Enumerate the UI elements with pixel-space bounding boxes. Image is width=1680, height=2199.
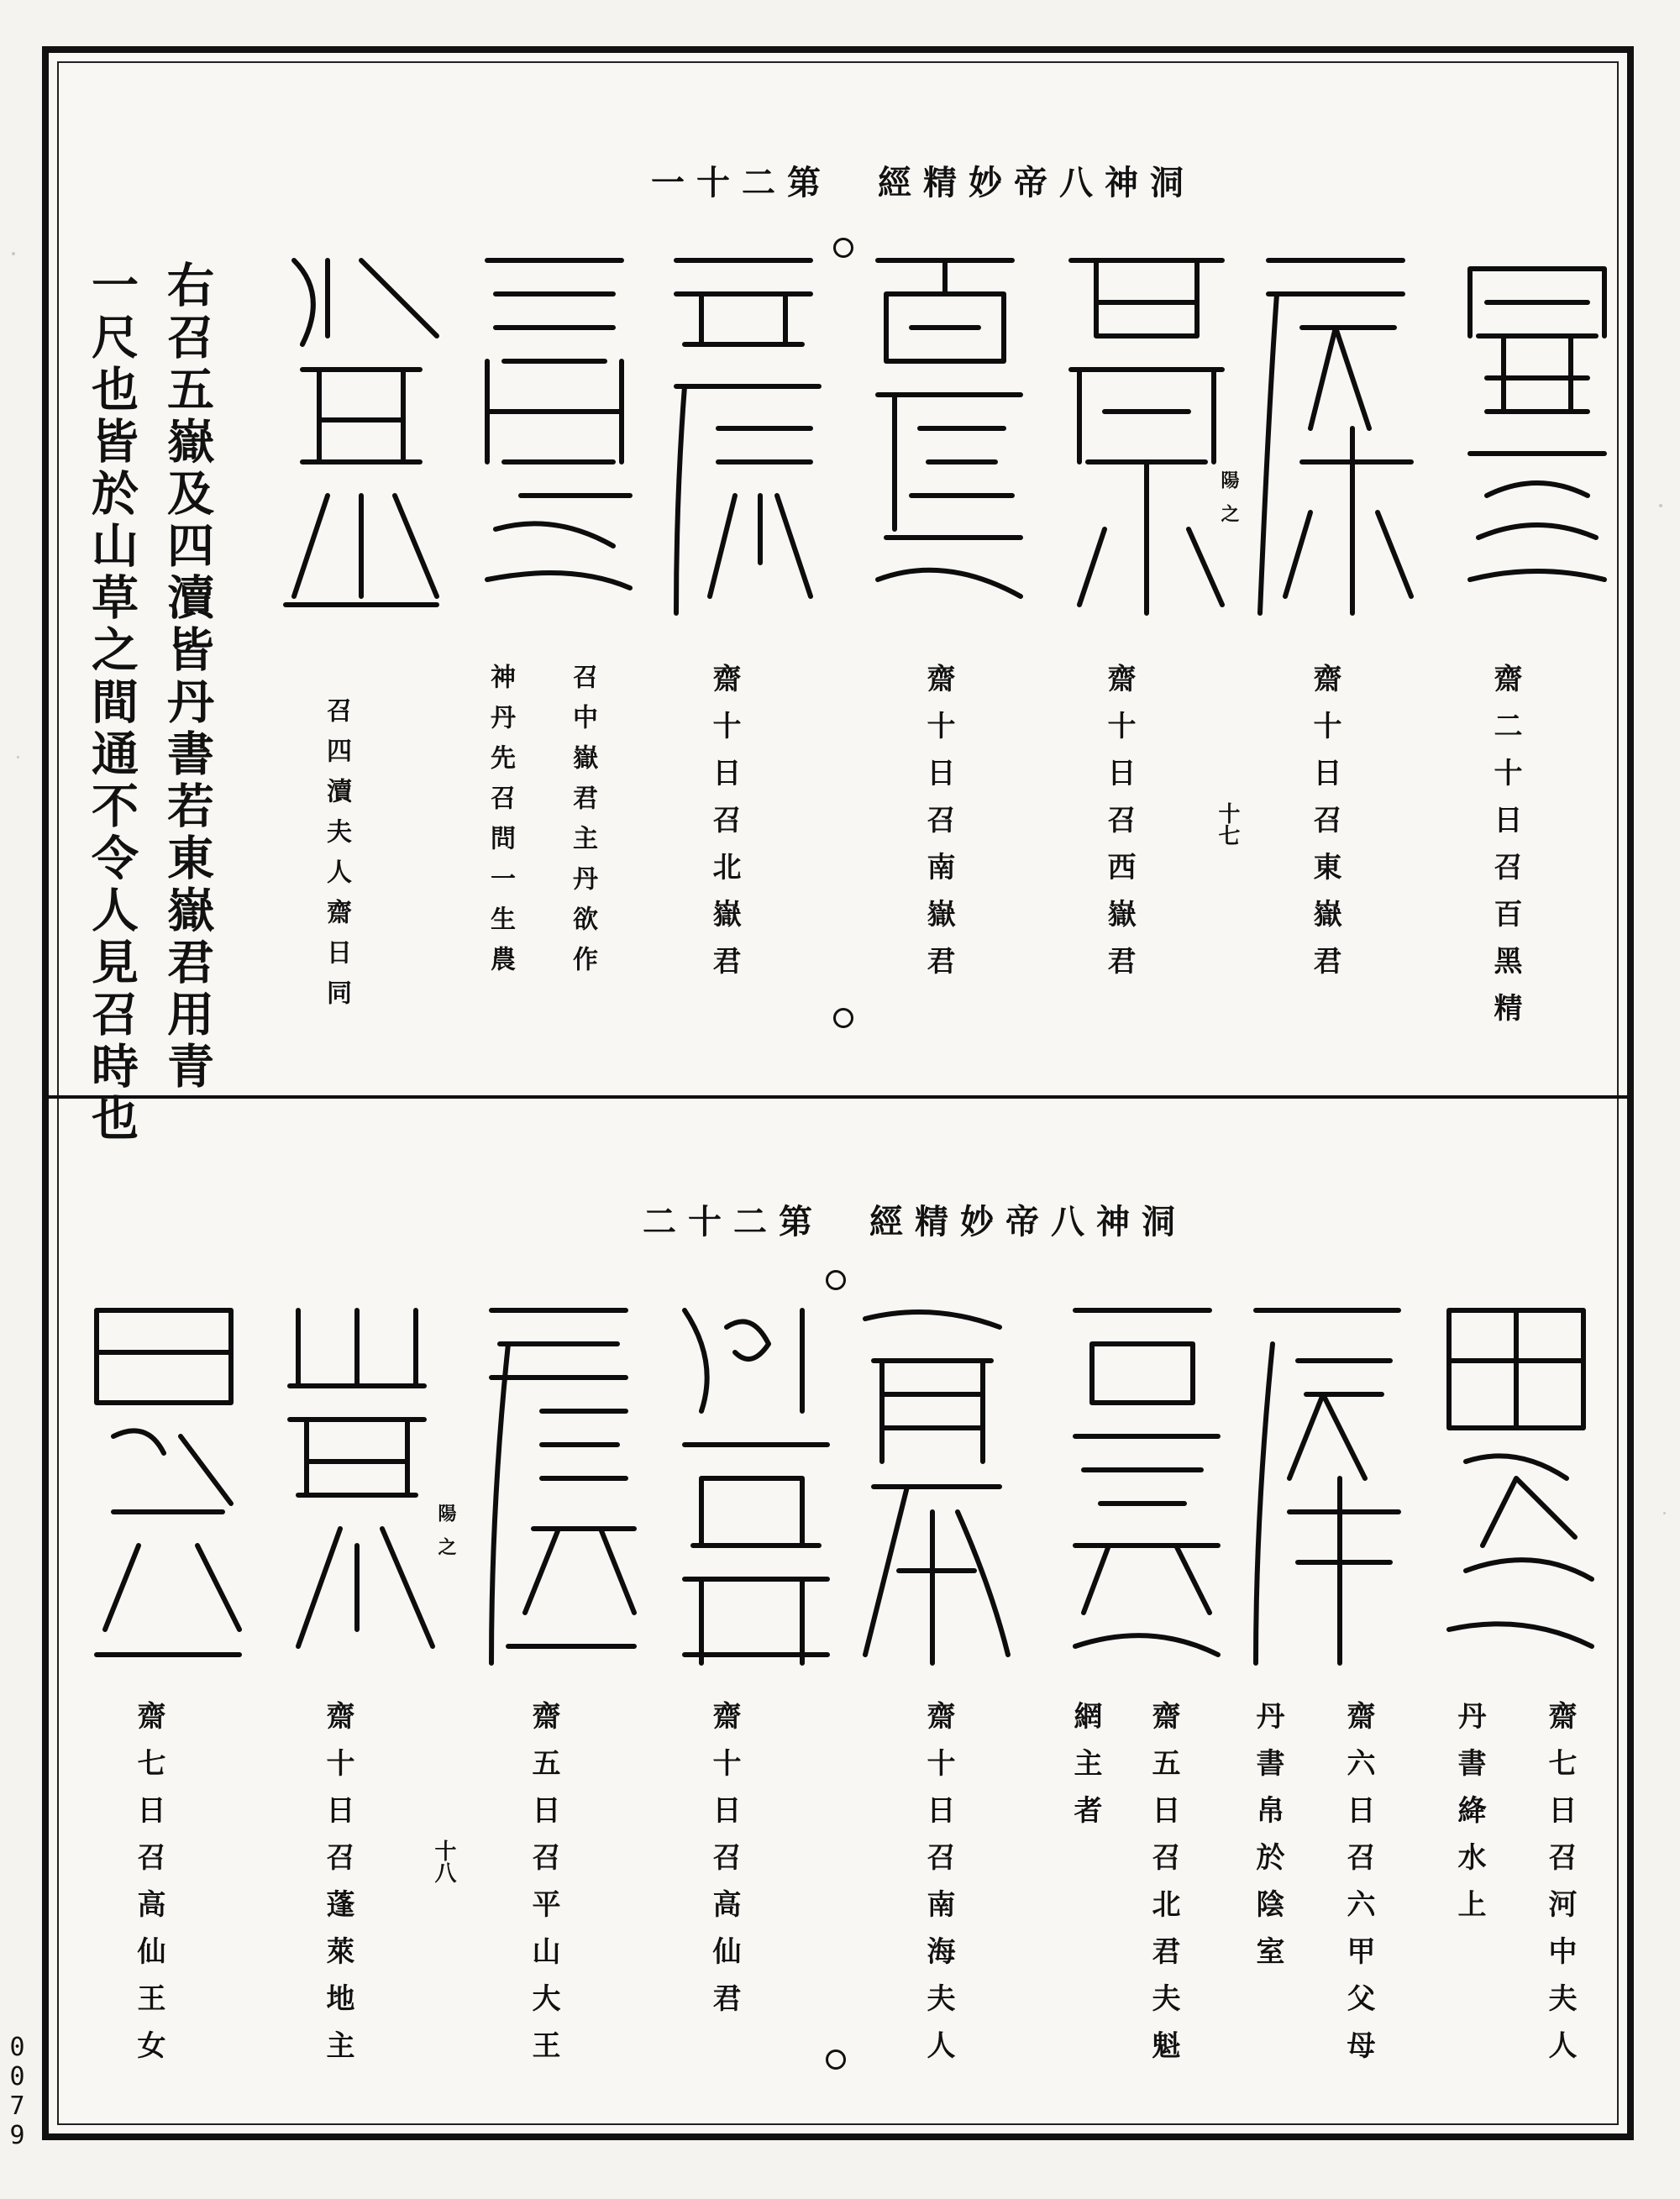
talisman-top-7 [277, 244, 445, 613]
colophon-line-1: 右召五嶽及四瀆皆丹書若東嶽君用青 [160, 260, 215, 1094]
bottom-page-number: 十八 [431, 1839, 456, 1883]
top-circle-mark-1 [833, 238, 853, 258]
talisman-bottom-5 [668, 1294, 836, 1663]
talisman-bottom-6 [475, 1294, 643, 1663]
bottom-note-1: 齋七日召河中夫人 [1543, 1701, 1577, 2077]
top-note-2: 齋十日召東嶽君 [1308, 664, 1341, 993]
top-note-3: 齋十日召西嶽君 [1102, 664, 1136, 993]
bottom-note-9: 齋五日召平山大王 [527, 1701, 560, 2077]
panel-divider [42, 1095, 1634, 1099]
bottom-circle-mark-2 [826, 2049, 846, 2070]
talisman-top-1 [1453, 244, 1621, 613]
bottom-note-7: 齋十日召南海夫人 [921, 1701, 955, 2077]
bottom-note-5: 齋五日召北君夫魁 [1147, 1701, 1180, 2077]
talisman-top-2 [1252, 244, 1420, 613]
talisman-top-5 [659, 244, 827, 613]
margin-archive-number: 0079 [3, 2033, 32, 2150]
top-note-8: 召四瀆夫人齋日同 [322, 697, 351, 1020]
talisman-bottom-2 [1239, 1294, 1407, 1663]
talisman-bottom-8 [80, 1294, 248, 1663]
bottom-note-8: 齋十日召高仙君 [707, 1701, 741, 2030]
bottom-note-2: 丹書絳水上 [1452, 1701, 1486, 1936]
talisman-top-4 [861, 244, 1029, 613]
talisman-top-6 [470, 244, 638, 613]
top-note-5: 齋十日召北嶽君 [707, 664, 741, 993]
bottom-small-annotation: 陽之 [435, 1504, 457, 1571]
paper-speck [17, 756, 19, 758]
colophon-line-2: 一尺也皆於山草之間通不令人見召時也 [84, 260, 139, 1146]
bottom-note-11: 齋七日召高仙王女 [132, 1701, 165, 2077]
talisman-bottom-7 [273, 1294, 441, 1663]
bottom-circle-mark-1 [826, 1270, 846, 1290]
paper-speck [12, 252, 15, 255]
top-circle-mark-2 [833, 1008, 853, 1028]
talisman-bottom-4 [848, 1294, 1016, 1663]
talisman-bottom-1 [1432, 1294, 1600, 1663]
talisman-bottom-3 [1058, 1294, 1226, 1663]
top-page-number: 十七 [1215, 802, 1240, 846]
paper-speck [1659, 504, 1662, 507]
top-note-4: 齋十日召南嶽君 [921, 664, 955, 993]
bottom-note-3: 齋六日召六甲父母 [1341, 1701, 1375, 2077]
top-panel-header: 一十二第 經精妙帝八神洞 [651, 163, 1195, 202]
paper-speck [1663, 1512, 1666, 1514]
talisman-top-3 [1063, 244, 1231, 613]
bottom-note-10: 齋十日召蓬萊地主 [321, 1701, 354, 2077]
top-note-1: 齋二十日召百黑精 [1488, 664, 1522, 1040]
top-note-6: 召中嶽君主丹欲作 [568, 664, 597, 986]
bottom-panel-header: 二十二第 經精妙帝八神洞 [643, 1202, 1187, 1241]
bottom-note-6: 網主者 [1068, 1701, 1102, 1842]
top-small-annotation: 陽之 [1218, 470, 1240, 538]
bottom-note-4: 丹書帛於陰室 [1251, 1701, 1284, 1983]
top-note-7: 神丹先召問一生農 [486, 664, 515, 986]
